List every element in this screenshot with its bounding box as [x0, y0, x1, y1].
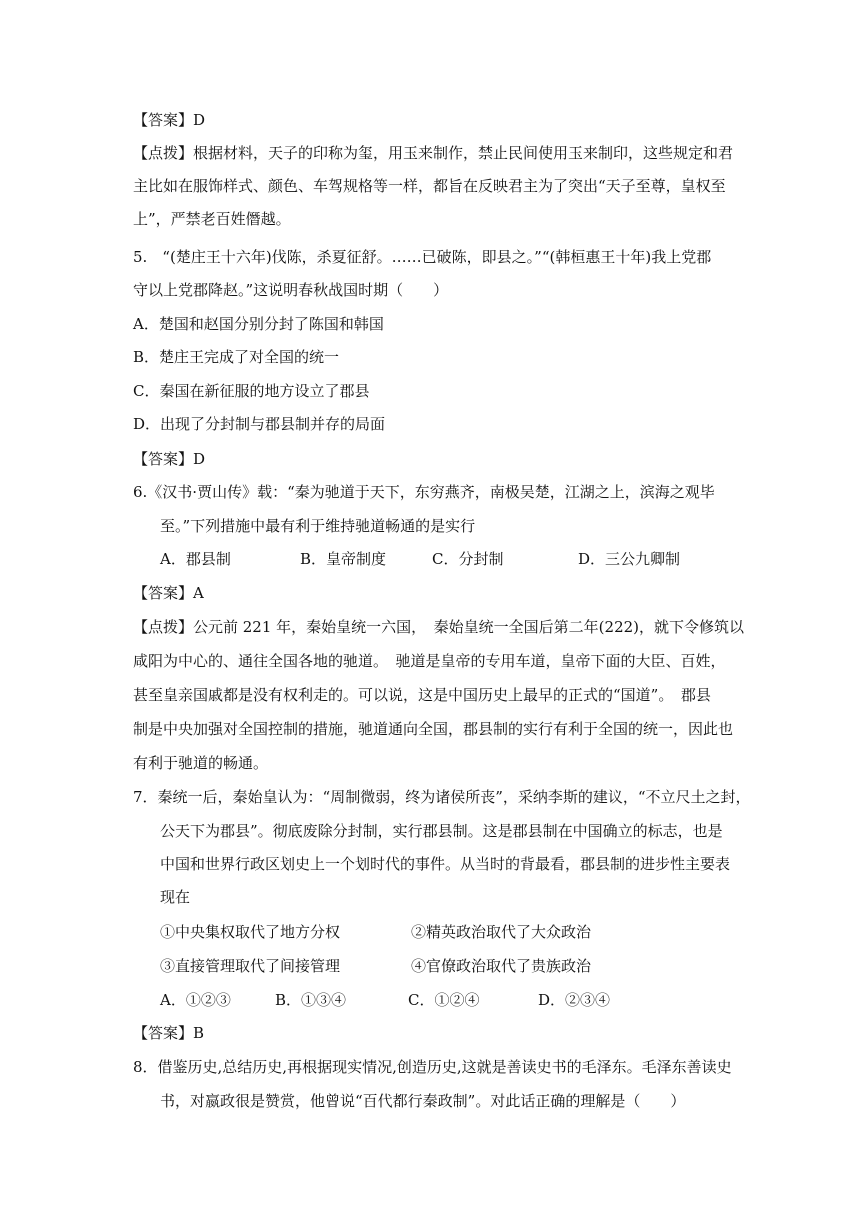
question-stem: 至。”下列措施中最有利于维持驰道畅通的是实行	[160, 517, 476, 535]
explanation-line: 【点拨】公元前 221 年，秦始皇统一六国， 秦始皇统一全国后第二年(222)，就下令修筑以	[133, 618, 745, 636]
explanation-line: 【点拨】根据材料，天子的印称为玺，用玉来制作，禁止民间使用玉来制印，这些规定和君	[133, 144, 734, 162]
question-stem: 6.《汉书·贾山传》载：“秦为驰道于天下，东穷燕齐，南极吴楚，江湖之上，滨海之观毕	[133, 483, 715, 501]
question-stem: 7．秦统一后，秦始皇认为：“周制微弱，终为诸侯所丧”，采纳李斯的建议，“不立尺土之封，	[133, 788, 751, 806]
answer-label: 【答案】D	[133, 450, 206, 468]
option-a: A．①②③	[160, 991, 231, 1009]
option-a: A．郡县制	[160, 550, 231, 568]
explanation-line: 甚至皇亲国戚都是没有权利走的。可以说，这是中国历史上最早的正式的“国道”。 郡县	[133, 686, 711, 704]
explanation-line: 上”，严禁老百姓僭越。	[133, 210, 291, 228]
option-b: B．楚庄王完成了对全国的统一	[133, 348, 340, 366]
question-stem: 5. “(楚庄王十六年)伐陈，杀夏征舒。……已破陈，即县之。”“(韩桓惠王十年)我上党郡	[133, 248, 712, 266]
answer-label: 【答案】D	[133, 111, 206, 129]
option-c: C．分封制	[432, 550, 504, 568]
option-a: A．楚国和赵国分别分封了陈国和韩国	[133, 315, 384, 333]
question-stem: 守以上党郡降赵。”这说明春秋战国时期（ ）	[133, 281, 449, 299]
statement-4: ④官僚政治取代了贵族政治	[411, 957, 592, 975]
question-stem: 现在	[160, 888, 191, 906]
question-stem: 中国和世界行政区划史上一个划时代的事件。从当时的背最看，郡县制的进步性主要表	[160, 855, 731, 873]
question-stem: 公天下为郡县”。彻底废除分封制，实行郡县制。这是郡县制在中国确立的标志，也是	[160, 822, 723, 840]
statement-3: ③直接管理取代了间接管理	[160, 957, 341, 975]
option-d: D．出现了分封制与郡县制并存的局面	[133, 415, 386, 433]
option-d: D．②③④	[538, 991, 611, 1009]
explanation-line: 制是中央加强对全国控制的措施，驰道通向全国，郡县制的实行有利于全国的统一，因此也	[133, 720, 734, 738]
question-stem: 8．借鉴历史,总结历史,再根据现实情况,创造历史,这就是善读史书的毛泽东。毛泽东善读史	[133, 1058, 732, 1076]
option-d: D．三公九卿制	[578, 550, 681, 568]
option-c: C．秦国在新征服的地方设立了郡县	[133, 382, 370, 400]
option-c: C．①②④	[408, 991, 480, 1009]
question-stem: 书，对嬴政很是赞赏，他曾说“百代都行秦政制”。对此话正确的理解是（ ）	[160, 1092, 686, 1110]
explanation-line: 有利于驰道的畅通。	[133, 754, 269, 772]
option-b: B．①③④	[275, 991, 347, 1009]
statement-2: ②精英政治取代了大众政治	[411, 923, 592, 941]
answer-label: 【答案】A	[133, 584, 204, 602]
explanation-line: 咸阳为中心的、通往全国各地的驰道。 驰道是皇帝的专用车道，皇帝下面的大臣、百姓，	[133, 652, 726, 670]
statement-1: ①中央集权取代了地方分权	[160, 923, 341, 941]
explanation-line: 主比如在服饰样式、颜色、车驾规格等一样，都旨在反映君主为了突出“天子至尊，皇权至	[133, 177, 726, 195]
option-b: B．皇帝制度	[300, 550, 387, 568]
answer-label: 【答案】B	[133, 1024, 205, 1042]
